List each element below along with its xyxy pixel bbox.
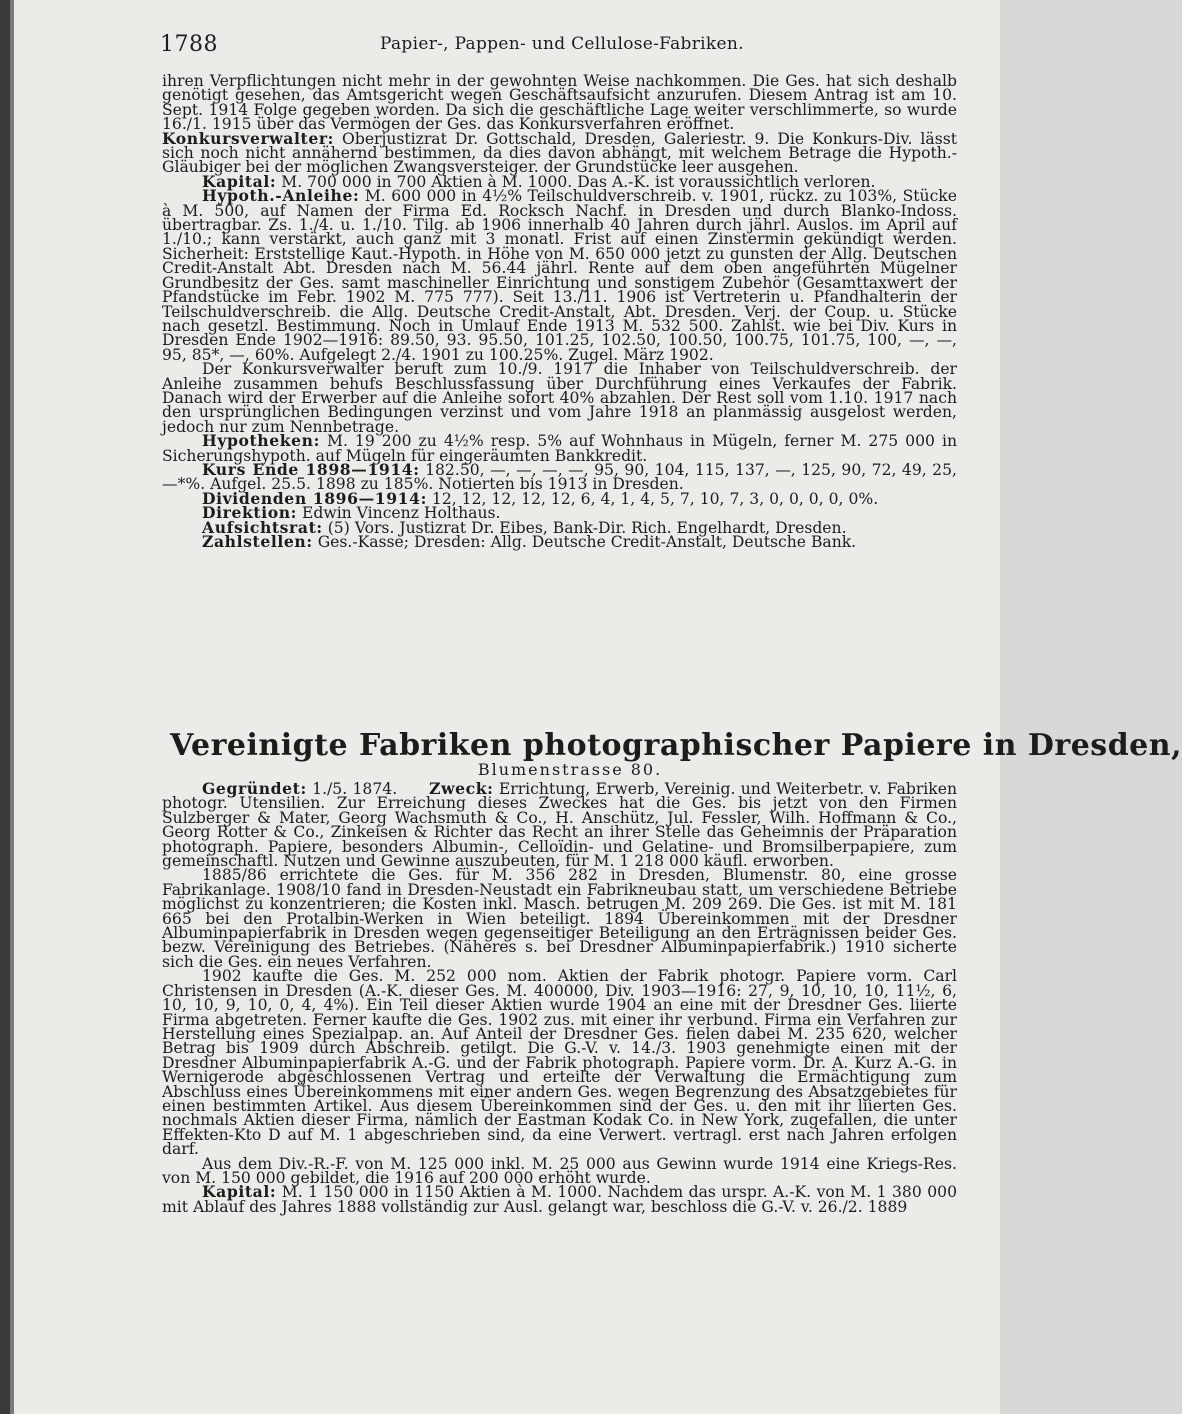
kapital-text: M. 700 000 in 700 Aktien à M. 1000. Das A.-K. ist voraussichtlich verloren. bbox=[281, 172, 876, 191]
paragraph-div-rf: Aus dem Div.-R.-F. von M. 125 000 inkl. M. 25 000 aus Gewinn wurde 1914 eine Kriegs-Res. von M. 150 000 gebildet, die 1916 auf 200 000 erhöht wurde. bbox=[162, 1154, 957, 1187]
konkursverwalter-entry bbox=[162, 128, 957, 177]
page-number: 1788 bbox=[160, 32, 218, 57]
book-spine bbox=[0, 0, 10, 1414]
running-title: Papier-, Pappen- und Cellulose-Fabriken. bbox=[380, 34, 744, 54]
kapital-label: Kapital: bbox=[202, 171, 277, 191]
intro-paragraph: ihren Verpflichtungen nicht mehr in der gewohnten Weise nachkommen. Die Ges. hat sich deshalb genötigt gesehen, das Amtsgericht wegen Geschäftsaufsicht anzurufen. Diesem Antrag ist am 10. Sept. 1914 Folge gegeben worden. Da sich die geschäftliche Lage weiter verschlimmerte, so wurde 16./1. 1915 über das Vermögen der Ges. das Konkursverfahren eröffnet. bbox=[162, 72, 957, 134]
dividenden-label: Dividenden 1896—1914: bbox=[202, 488, 427, 508]
konkursverwalter-text: Oberjustizrat Dr. Gottschald, Dresden, Galeriestr. 9. Die Konkurs-Div. lässt sich noch nicht annähernd bestimmen, da dies davon abhängt, mit welchem Betrage die Hypoth.-Gläubiger bei der möglichen Zwangsversteiger. der Grundstücke leer ausgehen. bbox=[162, 129, 957, 177]
kapital-text-2: M. 1 150 000 in 1150 Aktien à M. 1000. Nachdem das urspr. A.-K. von M. 1 380 000 mit Ablauf des Jahres 1888 vollständig zur Ausl. gelangt war, beschloss die G.-V. v. 26./2. 1889 bbox=[162, 1183, 957, 1216]
hypotheken-entry bbox=[162, 431, 957, 465]
hypotheken-label: Hypotheken: bbox=[202, 431, 320, 451]
kapital-entry-2 bbox=[162, 1182, 957, 1216]
kurs-label: Kurs Ende 1898—1914: bbox=[202, 459, 420, 479]
paragraph-1885: 1885/86 errichtete die Ges. für M. 356 282 in Dresden, Blumenstr. 80, eine grosse Fabrikanlage. 1908/10 fand in Dresden-Neustadt ein Fabrikneubau statt, um verschiedene Betriebe möglichst zu konzentrieren; die Kosten inkl. Masch. betrugen M. 209 269. Die Ges. ist mit M. 181 665 bei den Protalbin-Werken in Wien beteiligt. 1894 Übereinkommen mit der Dresdner Albuminpapierfabrik in Dresden wegen gegenseitiger Beteiligung an den Erträgnissen beider Ges. bezw. Vereinigung des Betriebes. (Näheres s. bei Dresdner Albuminpapierfabrik.) 1910 sicherte sich die Ges. ein neues Verfahren. bbox=[162, 866, 957, 971]
gegruendet-zweck-entry bbox=[162, 779, 958, 871]
zweck-label: Zweck: bbox=[429, 779, 494, 798]
direktion-label: Direktion: bbox=[202, 503, 298, 523]
zahlstellen-entry bbox=[162, 532, 957, 551]
page-header bbox=[160, 30, 960, 60]
gegruendet-label: Gegründet: bbox=[202, 779, 307, 798]
dividenden-text: 12, 12, 12, 12, 12, 6, 4, 1, 4, 5, 7, 10, 7, 3, 0, 0, 0, 0, 0%. bbox=[431, 489, 879, 508]
direktion-text: Edwin Vincenz Holthaus. bbox=[301, 504, 501, 523]
hypoth-anleihe-text: M. 600 000 in 4½% Teilschuldverschreib. v. 1901, rückz. zu 103%, Stücke à M. 500, auf Namen der Firma Ed. Rocksch Nachf. in Dresden und durch Blanko-Indoss. übertragbar. Zs. 1./4. u. 1./10. Tilg. ab 1906 innerhalb 40 Jahren durch jährl. Auslos. im April auf 1./10.; kann verstärkt, auch ganz mit 3 monatl. Frist auf einen Zinstermin gekündigt werden. Sicherheit: Erststellige Kaut.-Hypoth. in Höhe von M. 650 000 jetzt zu gunsten der Allg. Deutschen Credit-Anstalt Abt. Dresden nach M. 56.44 jährl. Rente auf dem oben angeführten Mügelner Grundbesitz der Ges. samt maschineller Einrichtung und sonstigem Zubehör (Gesamttaxwert der Pfandstücke im Febr. 1902 M. 775 777). Seit 13./11. 1906 ist Vertreterin u. Pfandhalterin der Teilschuldverschreib. die Allg. Deutsche Credit-Anstalt, Abt. Dresden. Verj. der Coup. u. Stücke nach gesetzl. Bestimmung. Noch in Umlauf Ende 1913 M. 532 500. Zahlst. wie bei Div. Kurs in Dresden Ende 1902—1916: 89.50, 93. 95.50, 101.25, 102.50, 100.50, 100.75, 101.75, 100, —, —, 95, 85*, —, 60%. Aufgelegt 2./4. 1901 zu 100.25%. Zugel. März 1902. bbox=[162, 187, 957, 364]
hypoth-anleihe-entry bbox=[162, 186, 957, 364]
company-address: Blumenstrasse 80. bbox=[477, 760, 663, 779]
company-title: Vereinigte Fabriken photographischer Papiere in Dresden, bbox=[170, 728, 1182, 763]
book-spine-edge bbox=[10, 0, 14, 1414]
aufsichtsrat-label: Aufsichtsrat: bbox=[202, 517, 323, 537]
section-1-body bbox=[162, 74, 957, 714]
section-2-body bbox=[162, 779, 958, 1412]
gegruendet-text: 1./5. 1874. bbox=[312, 780, 398, 798]
kapital-label-2: Kapital: bbox=[202, 1182, 277, 1202]
zahlstellen-label: Zahlstellen: bbox=[202, 532, 313, 551]
konkursverwalter-label: Konkursverwalter: bbox=[162, 128, 335, 148]
zahlstellen-text: Ges.-Kasse; Dresden: Allg. Deutsche Credit-Anstalt, Deutsche Bank. bbox=[317, 533, 857, 551]
paragraph-1902: 1902 kaufte die Ges. M. 252 000 nom. Aktien der Fabrik photogr. Papiere vorm. Carl Christensen in Dresden (A.-K. dieser Ges. M. 400000, Div. 1903—1916: 27, 9, 10, 10, 10, 11½, 6, 10, 10, 9, 10, 0, 4, 4%). Ein Teil dieser Aktien wurde 1904 an eine mit der Dresdner Ges. liierte Firma abgetreten. Ferner kaufte die Ges. 1902 zus. mit einer ihr verbund. Firma ein Verfahren zur Herstellung eines Spezialpap. an. Auf Anteil der Dresdner Ges. fielen dabei M. 235 620, welcher Betrag bis 1909 durch Abschreib. getilgt. Die G.-V. v. 14./3. 1903 genehmigte einen mit der Dresdner Albuminpapierfabrik A.-G. und der Fabrik photograph. Papiere vorm. Dr. A. Kurz A.-G. in Wernigerode abgeschlossenen Vertrag und erteilte der Verwaltung die Ermächtigung zum Abschluss eines Übereinkommens mit einer andern Ges. wegen Begrenzung des Absatzgebietes für einen bestimmten Artikel. Aus diesem Übereinkommen sind der Ges. u. den mit ihr liierten Ges. nochmals Aktien dieser Firma, nämlich der Eastman Kodak Co. in New York, zugefallen, die unter Effekten-Kto D auf M. 1 abgeschrieben sind, da eine Verwert. vertragl. erst nach Jahren erfolgen darf. bbox=[162, 967, 957, 1159]
kurs-text: 182.50, —, —, —, —, 95, 90, 104, 115, 137, —, 125, 90, 72, 49, 25, —*%. Aufgel. 25.5. 1898 zu 185%. Notierten bis 1913 in Dresden. bbox=[162, 460, 957, 494]
kurs-entry bbox=[162, 459, 957, 494]
konkurs-paragraph: Der Konkursverwalter beruft zum 10./9. 1917 die Inhaber von Teilschuldverschreib. der Anleihe zusammen behufs Beschlussfassung über Durchführung eines Verkaufes der Fabrik. Danach wird der Erwerber auf die Anleihe sofort 40% abzahlen. Der Rest soll vom 1.10. 1917 nach den ursprünglichen Bedingungen verzinst und vom Jahre 1918 an planmässig ausgelost werden, jedoch nur zum Nennbetrage. bbox=[162, 360, 957, 436]
hypoth-anleihe-label: Hypoth.-Anleihe: bbox=[202, 186, 360, 206]
aufsichtsrat-text: (5) Vors. Justizrat Dr. Eibes, Bank-Dir. Rich. Engelhardt, Dresden. bbox=[327, 518, 847, 537]
zweck-text: Errichtung, Erwerb, Vereinig. und Weiterbetr. v. Fabriken photogr. Utensilien. Zur Erreichung dieses Zweckes hat die Ges. bis jetzt von den Firmen Sulzberger & Mater, Georg Wachsmuth & Co., H. Anschütz, Jul. Fessler, Wilh. Hoffmann & Co., Georg Rotter & Co., Zinkeisen & Richter das Recht an ihrer Stelle das Geheimnis der Präparation photograph. Papiere, besonders Albumin-, Celloïdin- und Gelatine- und Bromsilberpapiere, zum gemeinschaftl. Nutzen und Gewinne auszubeuten, für M. 1 218 000 käufl. erworben. bbox=[162, 780, 958, 871]
hypotheken-text: M. 19 200 zu 4½% resp. 5% auf Wohnhaus in Mügeln, ferner M. 275 000 in Sicherungshypoth. auf Mügeln für eingeräumten Bankkredit. bbox=[162, 432, 957, 465]
